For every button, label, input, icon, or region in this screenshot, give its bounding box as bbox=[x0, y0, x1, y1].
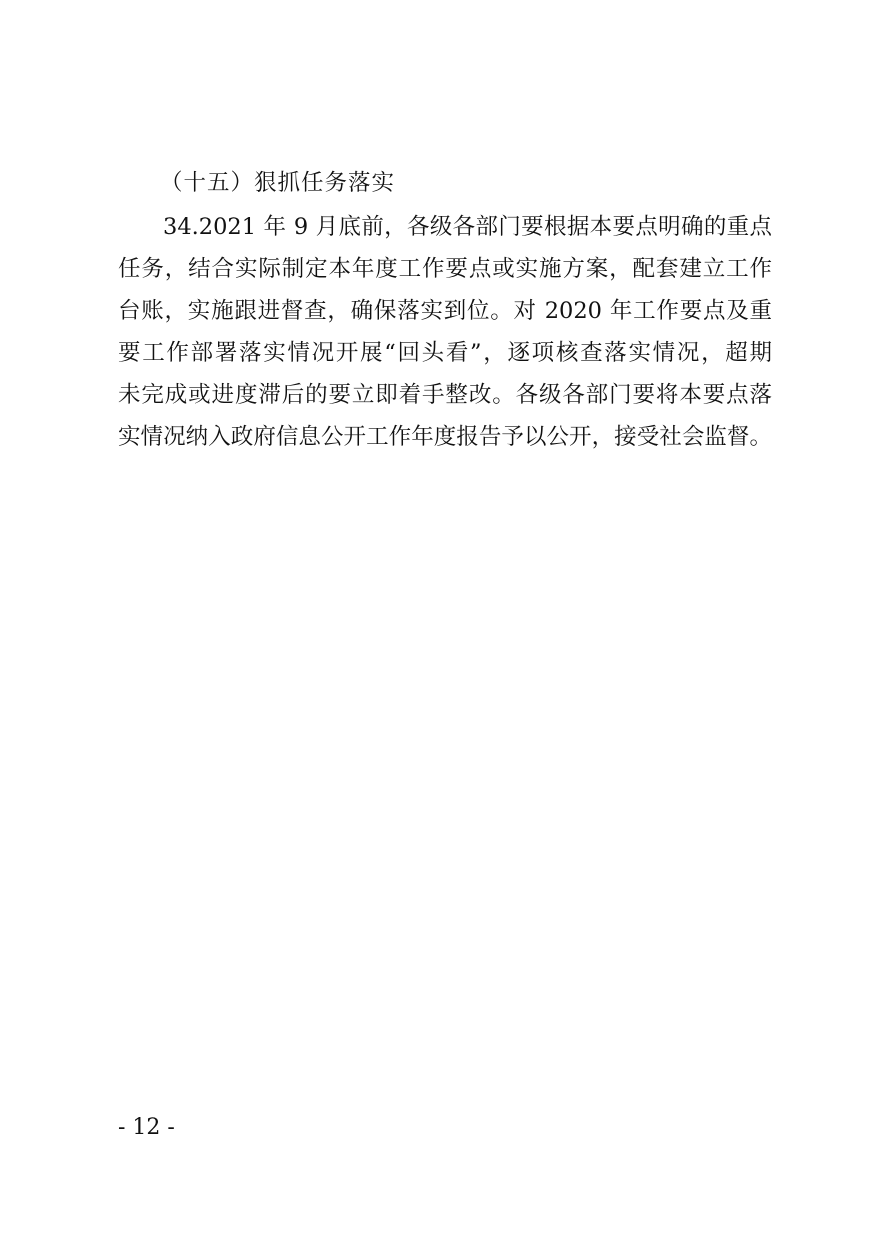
paragraph-line: 未完成或进度滞后的要立即着手整改。各级各部门要将本要点落 bbox=[118, 382, 772, 408]
paragraph-line: 要工作部署落实情况开展“回头看”，逐项核查落实情况，超期 bbox=[118, 340, 772, 366]
section-heading: （十五）狠抓任务落实 bbox=[160, 170, 396, 196]
page-number: - 12 - bbox=[118, 1115, 175, 1140]
paragraph-line: 34.2021 年 9 月底前，各级各部门要根据本要点明确的重点 bbox=[163, 214, 772, 240]
paragraph-line: 任务，结合实际制定本年度工作要点或实施方案，配套建立工作 bbox=[118, 256, 772, 282]
paragraph-line: 台账，实施跟进督查，确保落实到位。对 2020 年工作要点及重 bbox=[118, 298, 772, 324]
paragraph-line: 实情况纳入政府信息公开工作年度报告予以公开，接受社会监督。 bbox=[118, 424, 772, 450]
